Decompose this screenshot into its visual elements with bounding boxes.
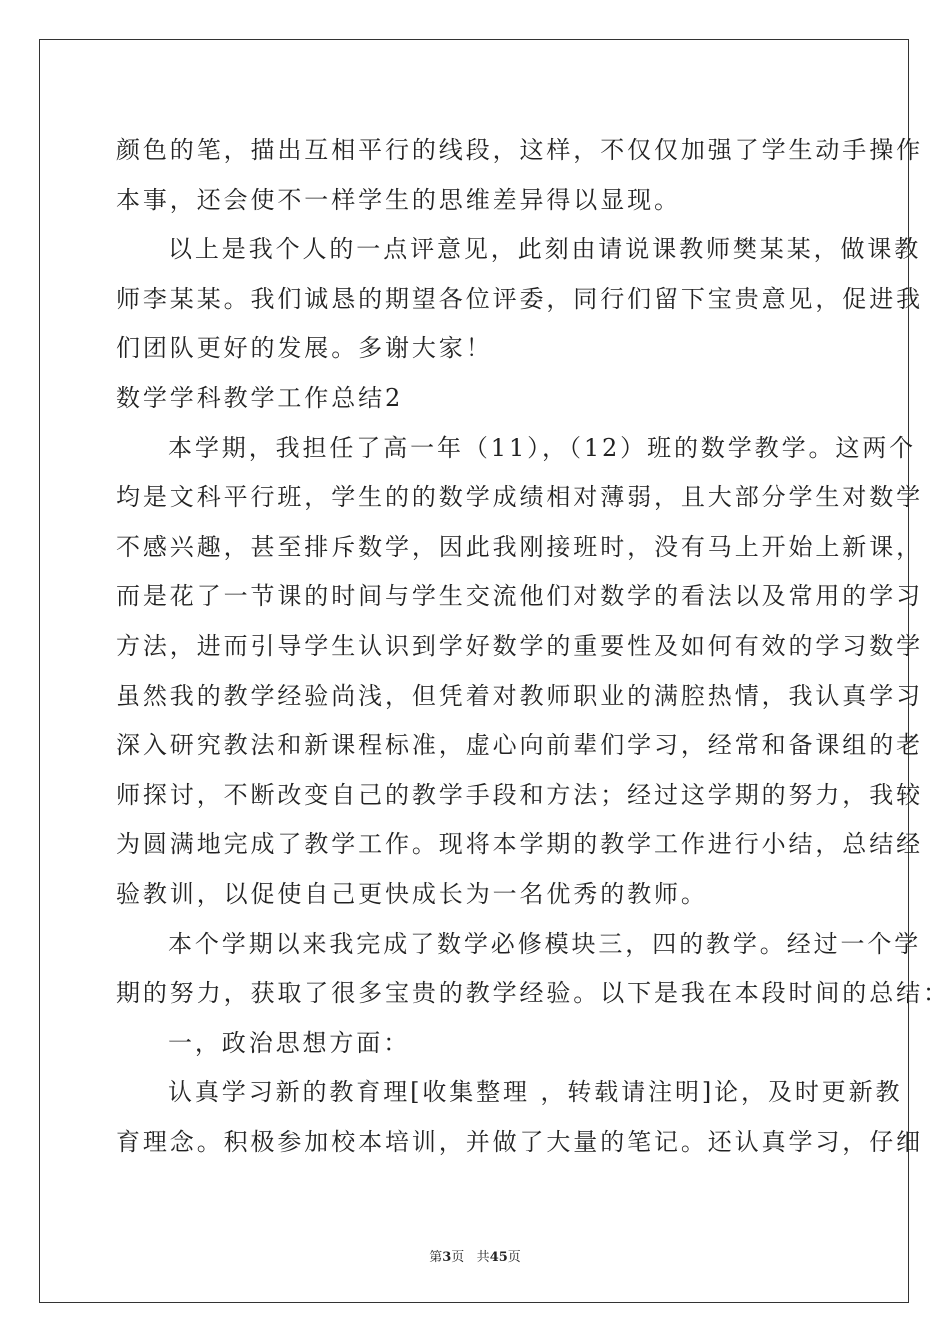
text-line: 本个学期以来我完成了数学必修模块三，四的教学。经过一个学 [168, 929, 922, 958]
text-line: 师探讨，不断改变自己的教学手段和方法；经过这学期的努力，我较 [116, 780, 923, 809]
subheading: 一，政治思想方面： [168, 1028, 411, 1057]
text-line: 本学期，我担任了高一年（11），（12）班的数学教学。这两个 [168, 433, 917, 462]
total-suffix: 页 [507, 1250, 521, 1265]
text-line: 育理念。积极参加校本培训，并做了大量的笔记。还认真学习，仔细 [116, 1127, 923, 1156]
total-pages: 45 [489, 1250, 508, 1265]
text-line: 期的努力，获取了很多宝贵的教学经验。以下是我在本段时间的总结： [116, 979, 950, 1008]
text-line: 师李某某。我们诚恳的期望各位评委，同行们留下宝贵意见，促进我 [116, 284, 923, 313]
text-line: 不感兴趣，甚至排斥数学，因此我刚接班时，没有马上开始上新课， [116, 532, 923, 561]
text-line: 本事，还会使不一样学生的思维差异得以显现。 [116, 185, 681, 214]
text-line: 颜色的笔，描出互相平行的线段，这样，不仅仅加强了学生动手操作 [116, 136, 923, 164]
total-prefix: 共 [476, 1250, 490, 1265]
section-heading: 数学学科教学工作总结2 [116, 383, 404, 412]
page-footer [0, 1246, 950, 1265]
text-line: 深入研究教法和新课程标准，虚心向前辈们学习，经常和备课组的老 [116, 731, 923, 760]
page-number: 3 [442, 1250, 452, 1265]
text-line: 以上是我个人的一点评意见，此刻由请说课教师樊某某，做课教 [168, 235, 922, 264]
text-line: 验教训，以促使自己更快成长为一名优秀的教师。 [116, 879, 708, 908]
page-prefix: 第 [429, 1250, 443, 1265]
text-line: 虽然我的教学经验尚浅，但凭着对教师职业的满腔热情，我认真学习 [116, 681, 923, 710]
page-suffix: 页 [451, 1250, 465, 1265]
text-line: 为圆满地完成了教学工作。现将本学期的教学工作进行小结，总结经 [116, 830, 923, 859]
text-line: 方法，进而引导学生认识到学好数学的重要性及如何有效的学习数学 [116, 631, 923, 660]
text-line: 而是花了一节课的时间与学生交流他们对数学的看法以及常用的学习 [116, 582, 923, 611]
text-line: 均是文科平行班，学生的的数学成绩相对薄弱，且大部分学生对数学 [116, 483, 923, 512]
text-line: 们团队更好的发展。多谢大家！ [116, 334, 493, 363]
text-line: 认真学习新的教育理[收集整理 ，转载请注明]论，及时更新教 [168, 1078, 903, 1107]
document-body [116, 126, 950, 1167]
